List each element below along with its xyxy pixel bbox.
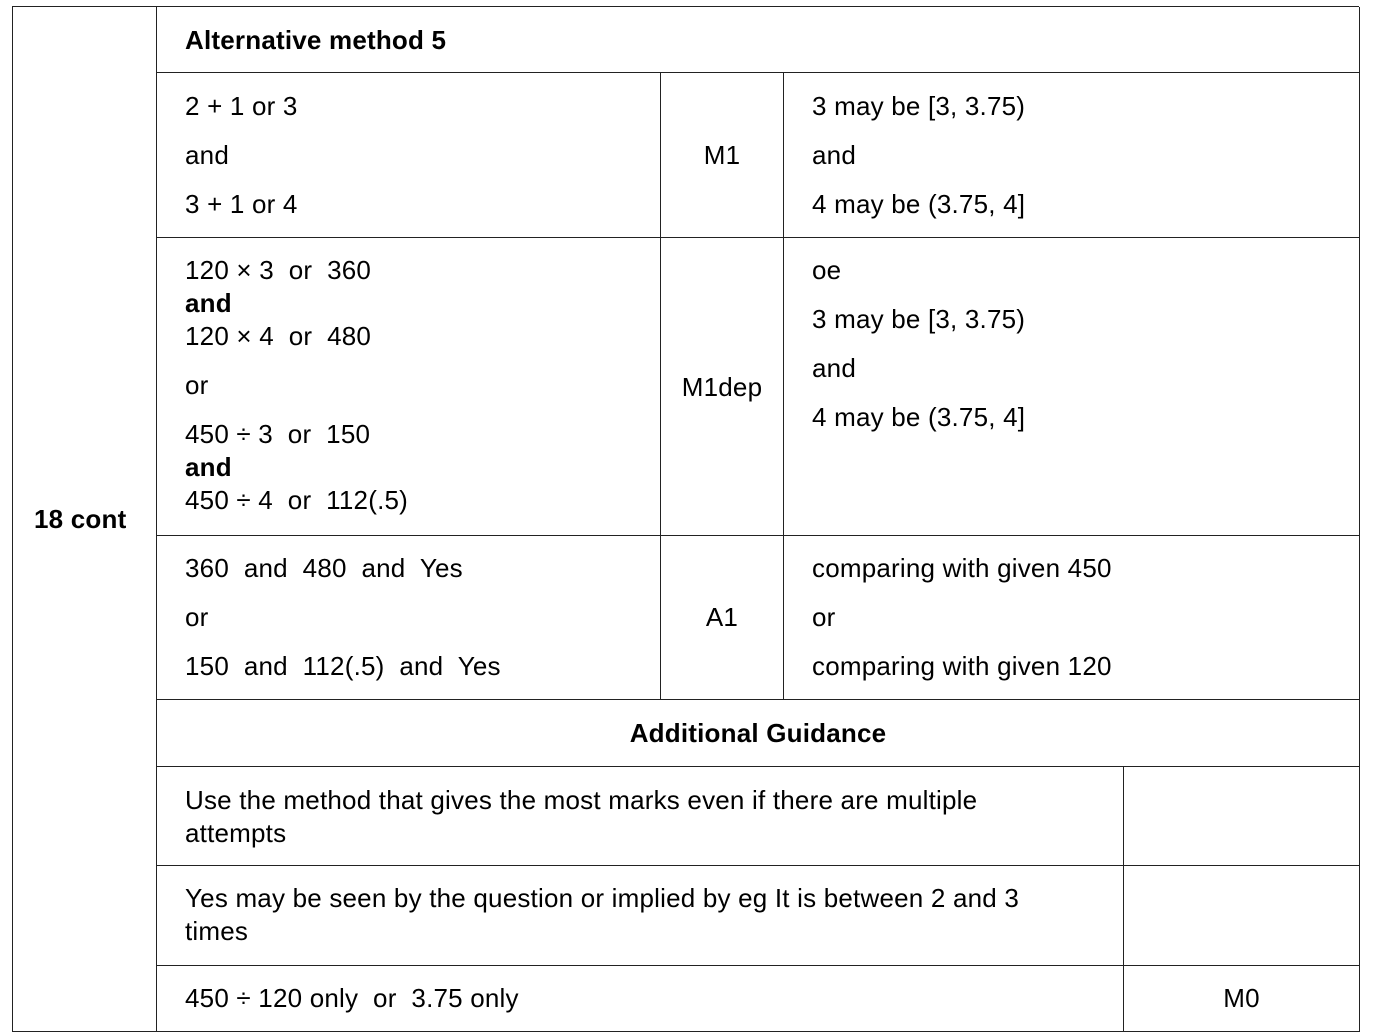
method-title-cell: [157, 7, 1360, 73]
row2-comments-cell: [784, 238, 1360, 536]
guidance-item3-mark-cell: [1124, 966, 1360, 1032]
row1-working-line3: 3 + 1 or 4: [185, 189, 298, 219]
row2-working-line2: and: [185, 288, 232, 318]
row3-mark-cell: [661, 536, 784, 700]
guidance-item3-mark: M0: [1223, 983, 1260, 1013]
row2-mark: M1dep: [681, 372, 763, 402]
row3-working-cell: [157, 536, 661, 700]
guidance-item3-line1: 450 ÷ 120 only or 3.75 only: [185, 983, 519, 1013]
row1-working-line1: 2 + 1 or 3: [185, 91, 298, 121]
row2-working-line6: and: [185, 452, 232, 482]
row1-comment-line3: 4 may be (3.75, 4]: [812, 189, 1026, 219]
row2-comment-line1: oe: [812, 255, 842, 285]
row3-working-line3: 150 and 112(.5) and Yes: [185, 651, 501, 681]
row2-working-line5: 450 ÷ 3 or 150: [185, 419, 371, 449]
row2-working-cell: [157, 238, 661, 536]
row2-mark-cell: [661, 238, 784, 536]
guidance-item3-text-cell: [157, 966, 1124, 1032]
mark-scheme-table: [12, 6, 1359, 1032]
row2-working-line3: 120 × 4 or 480: [185, 321, 372, 351]
guidance-item2-text-cell: [157, 866, 1124, 966]
guidance-item1-text-cell: [157, 767, 1124, 866]
guidance-item2-line2: times: [185, 916, 249, 946]
guidance-title: Additional Guidance: [629, 718, 887, 748]
row1-mark: M1: [703, 140, 741, 170]
row3-comment-line2: or: [812, 602, 836, 632]
guidance-item1-mark-cell: [1124, 767, 1360, 866]
row3-working-line1: 360 and 480 and Yes: [185, 553, 463, 583]
row1-working-cell: [157, 73, 661, 238]
row1-comments-cell: [784, 73, 1360, 238]
row1-mark-cell: [661, 73, 784, 238]
method-title: Alternative method 5: [185, 25, 447, 55]
row1-working-line2: and: [185, 140, 229, 170]
guidance-item1-line2: attempts: [185, 818, 287, 848]
row2-working-line4: or: [185, 370, 209, 400]
row2-working-line1: 120 × 3 or 360: [185, 255, 372, 285]
row3-comment-line3: comparing with given 120: [812, 651, 1112, 681]
question-number: 18 cont: [34, 504, 127, 534]
guidance-item1-line1: Use the method that gives the most marks even if there are multiple: [185, 785, 978, 815]
guidance-item2-mark-cell: [1124, 866, 1360, 966]
row3-comments-cell: [784, 536, 1360, 700]
row3-mark: A1: [705, 602, 739, 632]
guidance-title-cell: [157, 700, 1360, 767]
question-number-cell: [13, 7, 157, 1032]
row1-comment-line1: 3 may be [3, 3.75): [812, 91, 1026, 121]
row2-comment-line4: 4 may be (3.75, 4]: [812, 402, 1026, 432]
row2-comment-line2: 3 may be [3, 3.75): [812, 304, 1026, 334]
row3-working-line2: or: [185, 602, 209, 632]
row2-comment-line3: and: [812, 353, 856, 383]
guidance-item2-line1: Yes may be seen by the question or implied by eg It is between 2 and 3: [185, 883, 1020, 913]
row2-working-line7: 450 ÷ 4 or 112(.5): [185, 485, 409, 515]
row1-comment-line2: and: [812, 140, 856, 170]
row3-comment-line1: comparing with given 450: [812, 553, 1112, 583]
